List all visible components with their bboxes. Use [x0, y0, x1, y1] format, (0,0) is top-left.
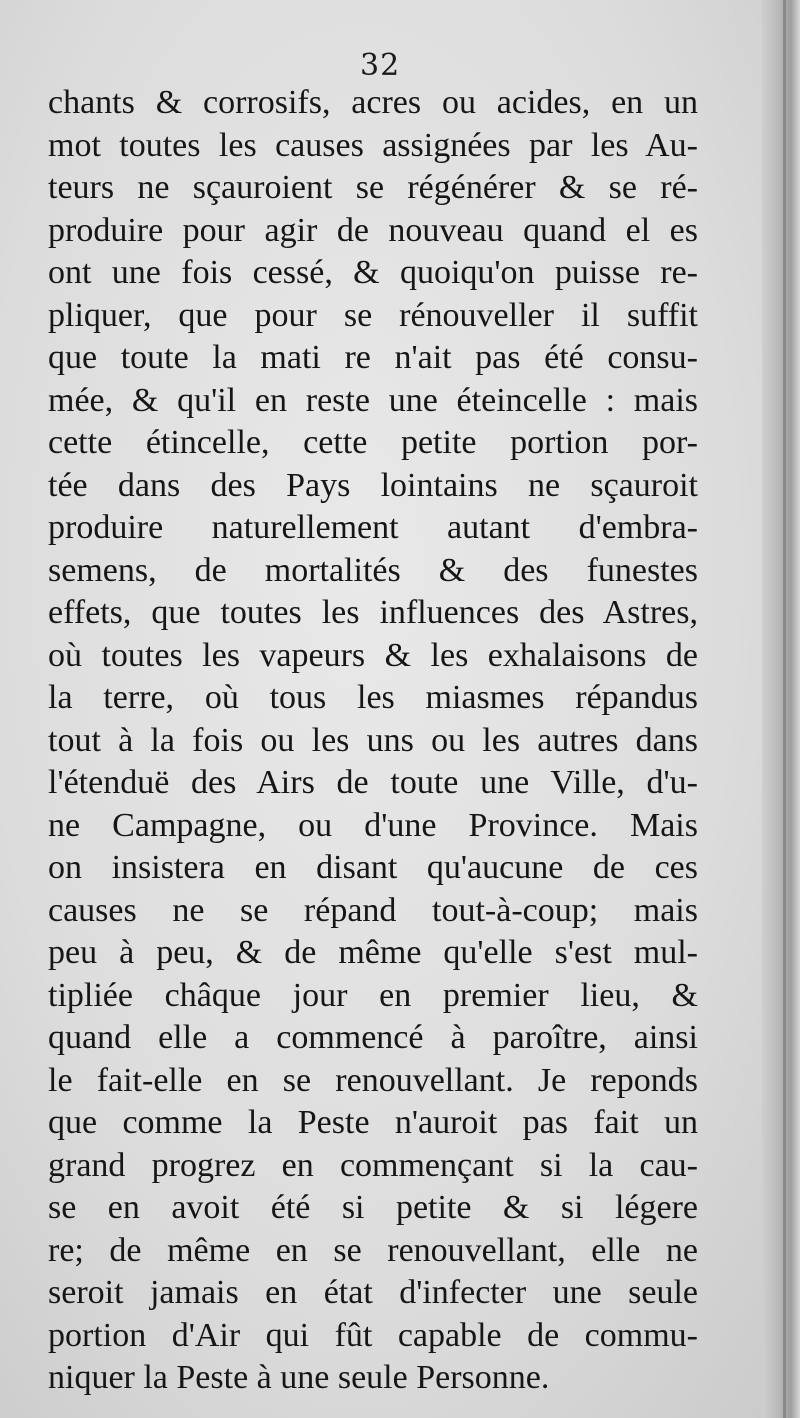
- binding-edge: [762, 0, 800, 1418]
- text-line-11: produire naturellement autant d'embra-: [48, 509, 698, 546]
- text-line-18: ne Campagne, ou d'une Province. Mais: [48, 806, 698, 844]
- text-line-22: tipliée châque jour en premier lieu, &: [48, 976, 698, 1014]
- text-line-27: se en avoit été si petite & si légere: [48, 1189, 698, 1226]
- text-line-8: mée, & qu'il en reste une éteincelle : mais: [48, 381, 698, 419]
- text-line-30: portion d'Air qui fût capable de commu-: [48, 1316, 698, 1354]
- text-line-21: peu à peu, & de même qu'elle s'est mul-: [48, 934, 698, 971]
- text-line-20: causes ne se répand tout-à-coup; mais: [48, 891, 698, 929]
- page-number: 32: [360, 48, 401, 83]
- text-line-14: où toutes les vapeurs & les exhalaisons de: [48, 636, 698, 674]
- text-line-23: quand elle a commencé à paroître, ainsi: [48, 1019, 698, 1056]
- text-line-17: l'étenduë des Airs de toute une Ville, d'u-: [48, 764, 698, 801]
- text-line-10: tée dans des Pays lointains ne sçauroit: [48, 466, 698, 504]
- text-line-2: mot toutes les causes assignées par les Au-: [48, 126, 698, 164]
- text-line-16: tout à la fois ou les uns ou les autres dans: [48, 721, 698, 759]
- text-line-29: seroit jamais en état d'infecter une seule: [48, 1274, 698, 1311]
- text-line-26: grand progrez en commençant si la cau-: [48, 1146, 698, 1184]
- binding-shadow: [783, 0, 786, 1418]
- text-line-7: que toute la mati re n'ait pas été consu-: [48, 339, 698, 376]
- text-line-6: pliquer, que pour se rénouveller il suffit: [48, 296, 698, 334]
- text-line-25: que comme la Peste n'auroit pas fait un: [48, 1104, 698, 1141]
- text-line-13: effets, que toutes les influences des Astres,: [48, 594, 698, 631]
- text-line-31: niquer la Peste à une seule Personne.: [48, 1359, 550, 1396]
- text-line-19: on insistera en disant qu'aucune de ces: [48, 849, 698, 886]
- text-line-28: re; de même en se renouvellant, elle ne: [48, 1231, 698, 1269]
- text-line-9: cette étincelle, cette petite portion por-: [48, 424, 698, 461]
- text-line-15: la terre, où tous les miasmes répandus: [48, 679, 698, 716]
- text-line-3: teurs ne sçauroient se régénérer & se ré-: [48, 169, 698, 206]
- text-line-24: le fait-elle en se renouvellant. Je reponds: [48, 1061, 698, 1099]
- text-line-5: ont une fois cessé, & quoiqu'on puisse re-: [48, 254, 698, 291]
- text-line-4: produire pour agir de nouveau quand el es: [48, 211, 698, 249]
- text-line-1: chants & corrosifs, acres ou acides, en un: [48, 84, 698, 121]
- text-line-12: semens, de mortalités & des funestes: [48, 551, 698, 589]
- body-text: [48, 82, 698, 1400]
